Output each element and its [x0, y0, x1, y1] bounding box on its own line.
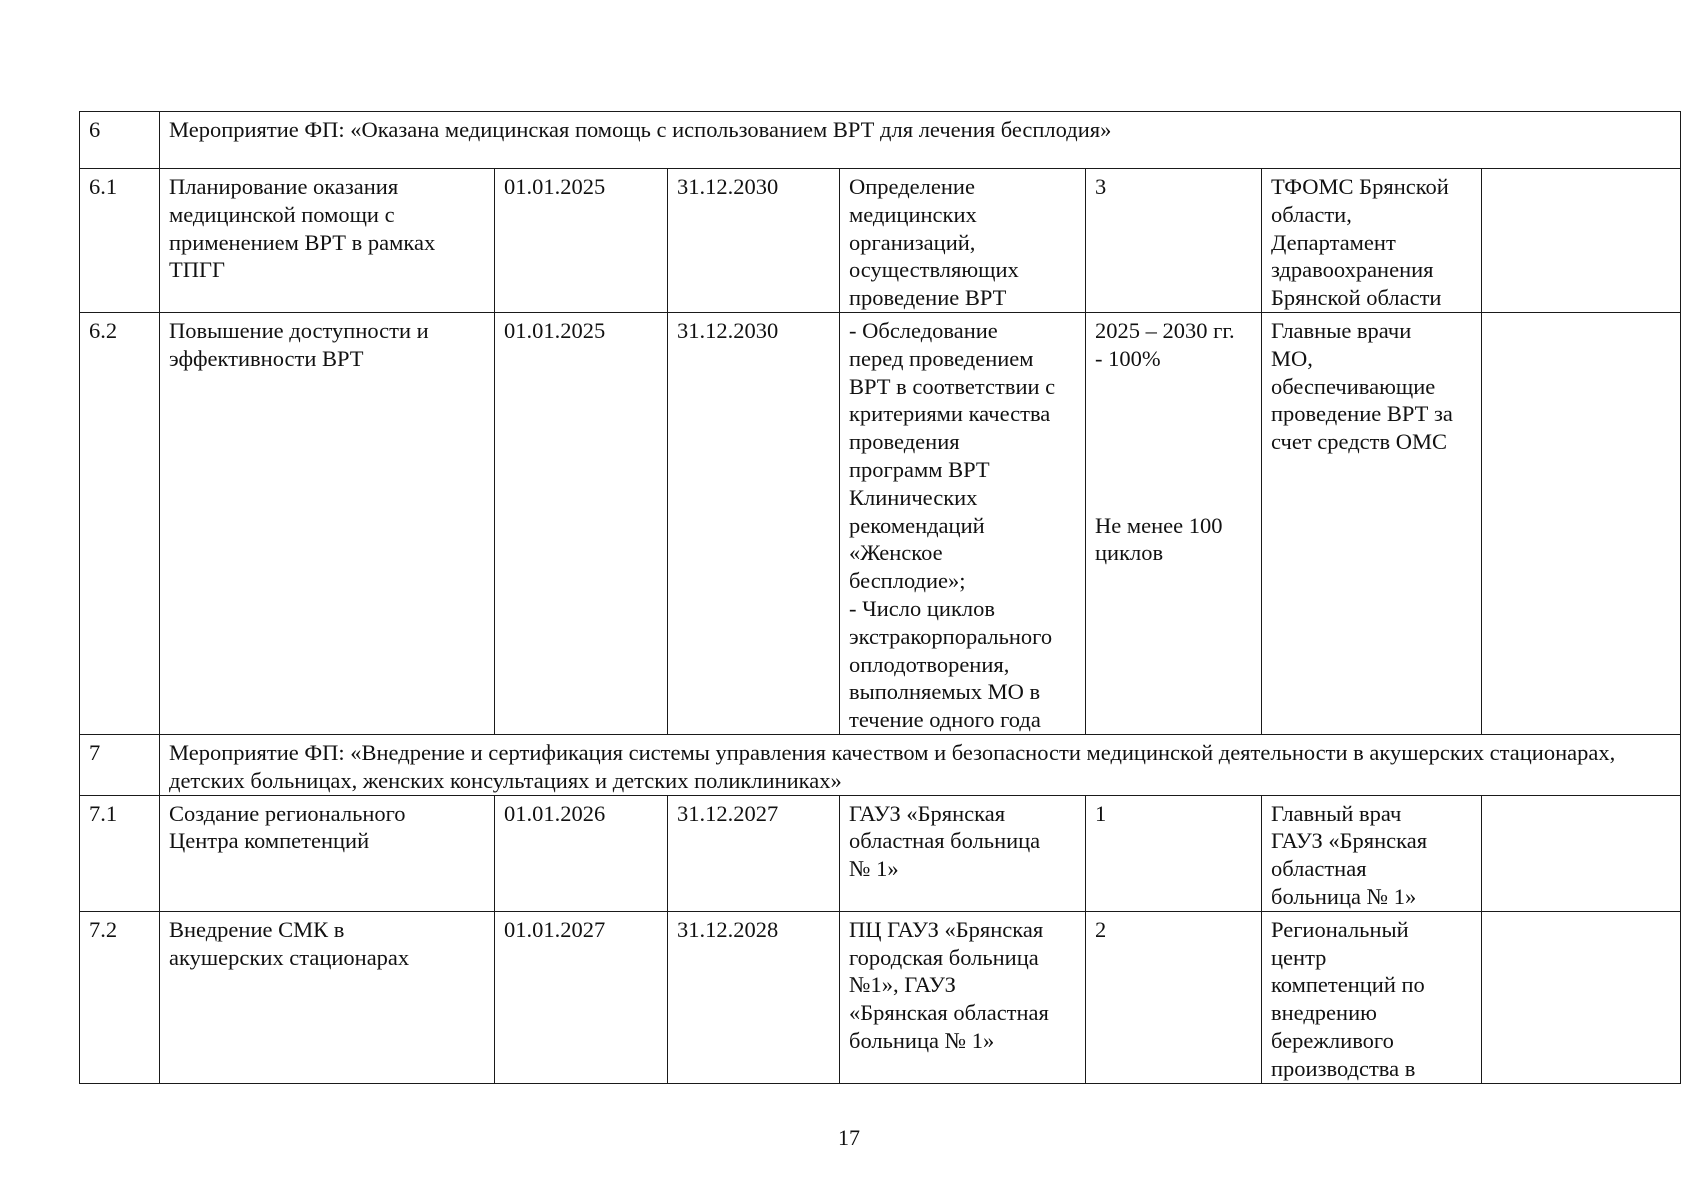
section-number: 7: [80, 734, 160, 795]
table-row-section-7: [80, 734, 1681, 795]
section-title: Мероприятие ФП: «Оказана медицинская помощь с использованием ВРТ для лечения бесплодия»: [160, 112, 1681, 169]
cell-activity: Повышение доступности и эффективности ВРТ: [160, 312, 495, 734]
section-title: Мероприятие ФП: «Внедрение и сертификация системы управления качеством и безопасности медицинской деятельности в акушерских стационарах, детских больницах, женских консультациях и детских поликлиниках»: [160, 734, 1681, 795]
cell-result: - Обследование перед проведением ВРТ в соответствии с критериями качества проведения программ ВРТ Клинических рекомендаций «Женское бесплодие»; - Число циклов экстракорпорального оплодотворения, выполняемых МО в течение одного года: [840, 312, 1086, 734]
cell-number: 6.1: [80, 169, 160, 313]
cell-end-date: 31.12.2030: [668, 169, 840, 313]
cell-indicator: 2025 – 2030 гг. - 100% Не менее 100 циклов: [1086, 312, 1262, 734]
cell-indicator: 2: [1086, 911, 1262, 1083]
cell-responsible: Региональный центр компетенций по внедрению бережливого производства в: [1262, 911, 1482, 1083]
cell-activity: Внедрение СМК в акушерских стационарах: [160, 911, 495, 1083]
section-number: 6: [80, 112, 160, 169]
cell-responsible: ТФОМС Брянской области, Департамент здравоохранения Брянской области: [1262, 169, 1482, 313]
cell-start-date: 01.01.2027: [495, 911, 668, 1083]
cell-activity: Создание регионального Центра компетенций: [160, 795, 495, 911]
cell-extra: [1482, 312, 1681, 734]
table-row-7-1: [80, 795, 1681, 911]
table-row-6-2: [80, 312, 1681, 734]
cell-number: 6.2: [80, 312, 160, 734]
cell-activity: Планирование оказания медицинской помощи с применением ВРТ в рамках ТПГГ: [160, 169, 495, 313]
cell-indicator: 3: [1086, 169, 1262, 313]
cell-extra: [1482, 911, 1681, 1083]
page-number: 17: [838, 1125, 860, 1150]
cell-responsible: Главные врачи МО, обеспечивающие проведение ВРТ за счет средств ОМС: [1262, 312, 1482, 734]
cell-end-date: 31.12.2027: [668, 795, 840, 911]
cell-end-date: 31.12.2028: [668, 911, 840, 1083]
cell-indicator: 1: [1086, 795, 1262, 911]
cell-end-date: 31.12.2030: [668, 312, 840, 734]
table-row-6-1: [80, 169, 1681, 313]
cell-start-date: 01.01.2025: [495, 312, 668, 734]
cell-start-date: 01.01.2025: [495, 169, 668, 313]
table-row-7-2: [80, 911, 1681, 1083]
cell-responsible: Главный врач ГАУЗ «Брянская областная больница № 1»: [1262, 795, 1482, 911]
activities-table: [79, 111, 1681, 1084]
cell-number: 7.2: [80, 911, 160, 1083]
table-row-section-6: [80, 112, 1681, 169]
cell-start-date: 01.01.2026: [495, 795, 668, 911]
cell-extra: [1482, 795, 1681, 911]
cell-extra: [1482, 169, 1681, 313]
cell-result: ПЦ ГАУЗ «Брянская городская больница №1», ГАУЗ «Брянская областная больница № 1»: [840, 911, 1086, 1083]
cell-result: Определение медицинских организаций, осуществляющих проведение ВРТ: [840, 169, 1086, 313]
cell-number: 7.1: [80, 795, 160, 911]
cell-result: ГАУЗ «Брянская областная больница № 1»: [840, 795, 1086, 911]
